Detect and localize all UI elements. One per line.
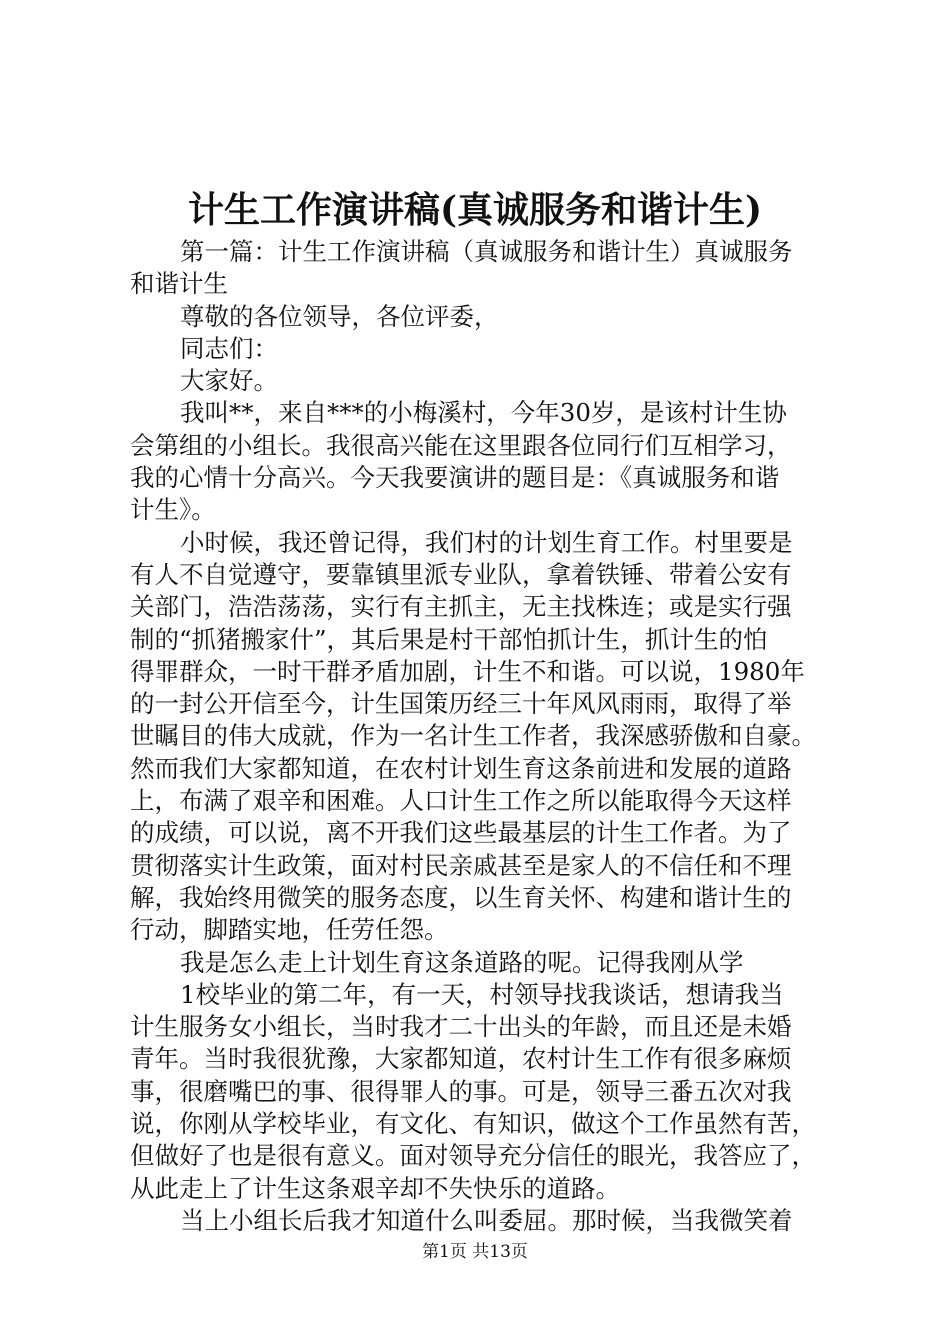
paragraph-line: 当上小组长后我才知道什么叫委屈。那时候，当我微笑着 [180,1205,793,1235]
paragraph-line: 1校毕业的第二年，有一天，村领导找我谈话，想请我当 [180,979,784,1009]
paragraph-line: 解，我始终用微笑的服务态度，以生育关怀、构建和谐计生的 [130,882,792,912]
document-body [130,236,840,1237]
paragraph-line: 行动，脚踏实地，任劳任怨。 [130,915,449,945]
paragraph-line: 和谐计生 [130,269,228,299]
paragraph-line: 然而我们大家都知道，在农村计划生育这条前进和发展的道路 [130,753,792,783]
paragraph-line: 我的心情十分高兴。今天我要演讲的题目是：《真诚服务和谐 [130,463,780,493]
paragraph-line: 得罪群众，一时干群矛盾加剧，计生不和谐。可以说，1980年 [130,656,805,686]
paragraph-line: 上，布满了艰辛和困难。人口计生工作之所以能取得今天这样 [130,786,792,816]
paragraph-line: 会第组的小组长。我很高兴能在这里跟各位同行们互相学习， [130,430,792,460]
paragraph-line: 小时候，我还曾记得，我们村的计划生育工作。村里要是 [180,527,793,557]
paragraph-line: 贯彻落实计生政策，面对村民亲戚甚至是家人的不信任和不理 [130,850,792,880]
document-title: 计生工作演讲稿(真诚服务和谐计生) [187,189,763,231]
paragraph-line: 青年。当时我很犹豫，大家都知道，农村计生工作有很多麻烦 [130,1044,792,1074]
paragraph-line: 同志们： [180,333,278,363]
paragraph-line: 的成绩，可以说，离不开我们这些最基层的计生工作者。为了 [130,818,792,848]
paragraph-line: 的一封公开信至今，计生国策历经三十年风风雨雨，取得了举 [130,689,792,719]
page-footer: 第1页 共13页 [422,1242,528,1262]
paragraph-line: 计生服务女小组长，当时我才二十出头的年龄，而且还是未婚 [130,1012,792,1042]
paragraph-line: 大家好。 [180,366,278,396]
paragraph-line: 但做好了也是很有意义。面对领导充分信任的眼光，我答应了， [130,1141,816,1171]
paragraph-line: 事，很磨嘴巴的事、很得罪人的事。可是，领导三番五次对我 [130,1076,792,1106]
paragraph-line: 我叫**，来自***的小梅溪村，今年30岁，是该村计生协 [180,398,787,428]
paragraph-line: 尊敬的各位领导，各位评委， [180,301,499,331]
paragraph-line: 从此走上了计生这条艰辛却不失快乐的道路。 [130,1173,620,1203]
paragraph-line: 世瞩目的伟大成就，作为一名计生工作者，我深感骄傲和自豪。 [130,721,816,751]
paragraph-line: 有人不自觉遵守，要靠镇里派专业队，拿着铁锤、带着公安有 [130,559,792,589]
paragraph-line: 计生》。 [130,495,216,525]
paragraph-line: 关部门，浩浩荡荡，实行有主抓主，无主找株连；或是实行强 [130,592,792,622]
paragraph-line: 我是怎么走上计划生育这条道路的呢。记得我刚从学 [180,947,744,977]
paragraph-line: 制的“抓猪搬家什”，其后果是村干部怕抓计生，抓计生的怕 [130,624,768,654]
paragraph-line: 说，你刚从学校毕业，有文化、有知识，做这个工作虽然有苦， [130,1109,816,1139]
paragraph-line: 第一篇：计生工作演讲稿（真诚服务和谐计生）真诚服务 [180,237,793,266]
